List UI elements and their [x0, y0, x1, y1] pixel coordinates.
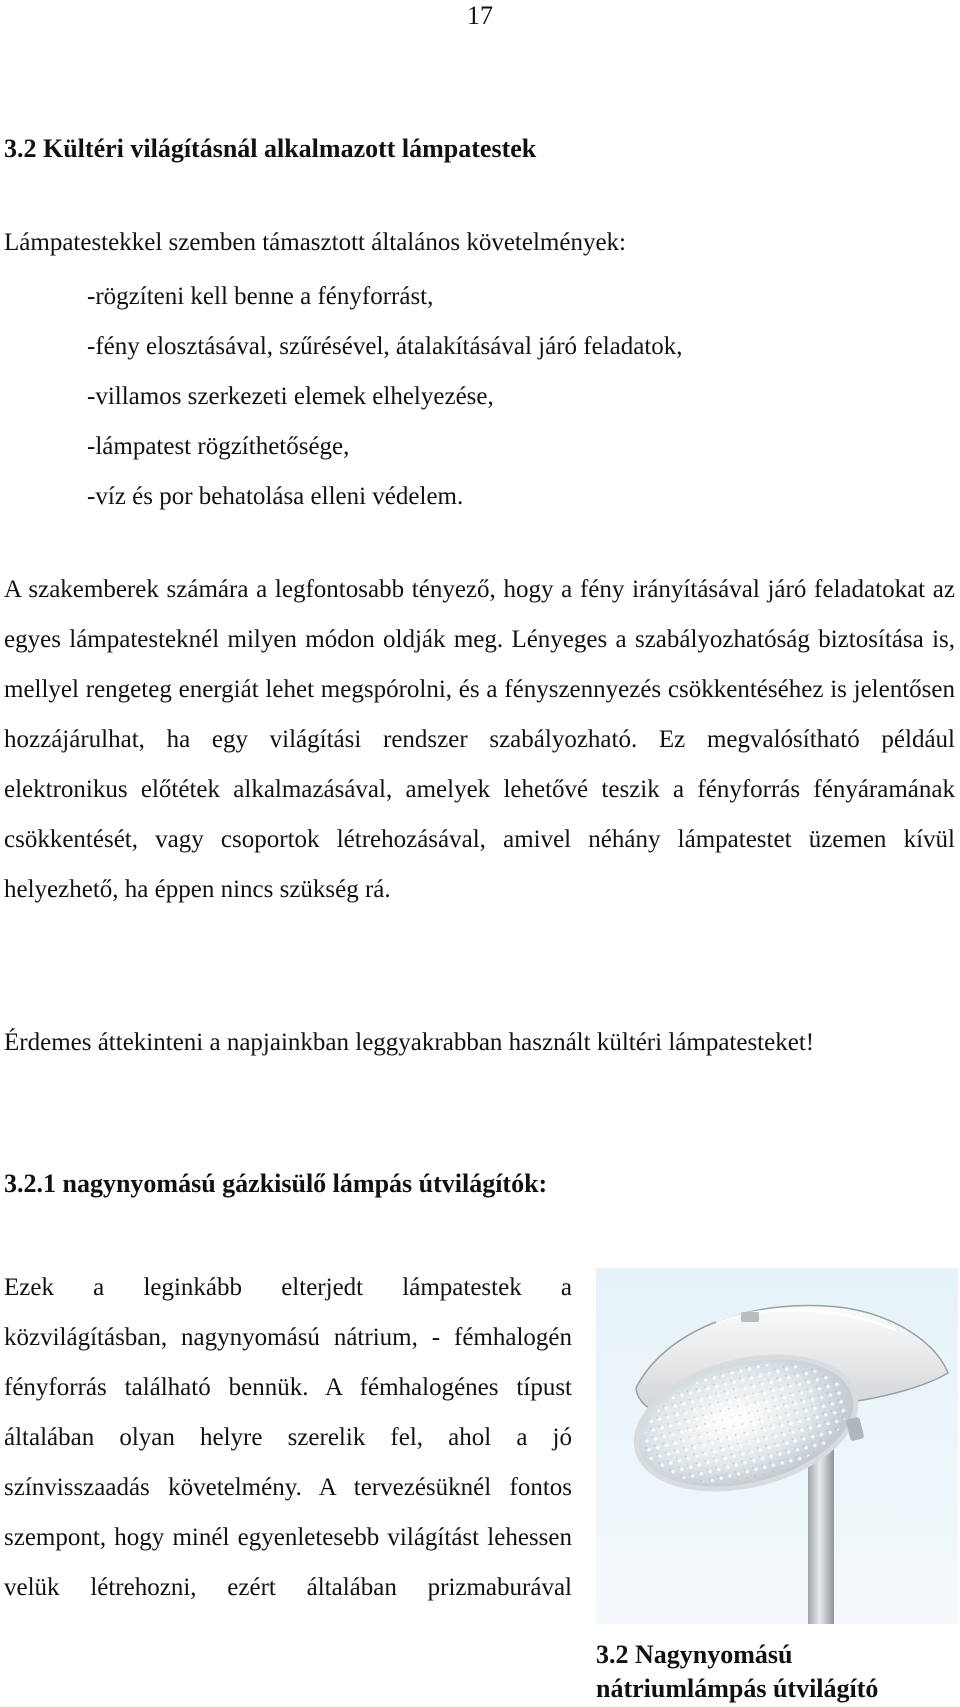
requirement-item: -víz és por behatolása elleni védelem. [87, 483, 464, 510]
body-paragraph-2: Érdemes áttekinteni a napjainkban leggyakrabban használt kültéri lámpatesteket! [4, 1029, 815, 1056]
requirements-intro: Lámpatestekkel szemben támasztott általános követelmények: [4, 229, 626, 256]
subsection-title: 3.2.1 nagynyomású gázkisülő lámpás útvilágítók: [4, 1169, 548, 1198]
requirement-item: -lámpatest rögzíthetősége, [87, 433, 350, 460]
street-lamp-illustration [596, 1268, 958, 1624]
section-title: 3.2 Kültéri világításnál alkalmazott lámpatestek [4, 134, 537, 163]
body-paragraph-3: Ezek a leginkább elterjedt lámpatestek a közvilágításban, nagynyomású nátrium, - fémhalogén fényforrás található bennük. A fémhalogénes típust általában olyan helyre szerelik fel, ahol a jó színvisszaadás követelmény. A tervezésüknél fontos szempont, hogy minél egyenletesebb világítást lehessen velük létrehozni, ezért általában prizmaburával [4, 1274, 572, 1601]
figure-caption: 3.2 Nagynyomású nátriumlámpás útvilágító [596, 1640, 879, 1703]
requirement-item: -rögzíteni kell benne a fényforrást, [87, 283, 434, 310]
requirements-list [87, 272, 683, 522]
street-lamp-photo [596, 1268, 958, 1624]
page-number: 17 [467, 1, 493, 30]
requirement-item: -fény elosztásával, szűrésével, átalakításával járó feladatok, [87, 333, 683, 360]
body-paragraph-1: A szakemberek számára a legfontosabb tényező, hogy a fény irányításával járó feladatokat az egyes lámpatesteknél milyen módon oldják meg. Lényeges a szabályozhatóság biztosítása is, mellyel rengeteg energiát lehet megspórolni, és a fényszennyezés csökkentéséhez is jelentősen hozzájárulhat, ha egy világítási rendszer szabályozható. Ez megvalósítható például elektronikus előtétek alkalmazásával, amelyek lehetővé teszik a fényforrás fényáramának csökkentését, vagy csoportok létrehozásával, amivel néhány lámpatestet üzemen kívül helyezhető, ha éppen nincs szükség rá. [4, 576, 955, 903]
requirement-item: -villamos szerkezeti elemek elhelyezése, [87, 383, 494, 410]
